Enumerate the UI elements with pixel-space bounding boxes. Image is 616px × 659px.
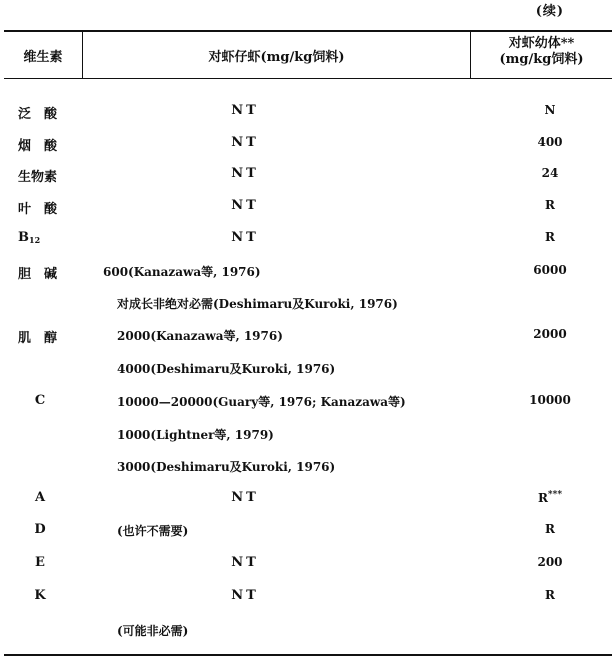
vitamin-name: 叶 酸 bbox=[18, 202, 58, 217]
table-row bbox=[0, 295, 616, 315]
larva-value: R bbox=[545, 522, 555, 536]
table-bottom-rule bbox=[4, 654, 612, 656]
vitamin-name bbox=[18, 230, 80, 245]
shrimp-value: NT bbox=[231, 555, 259, 570]
larva-value: 24 bbox=[541, 166, 559, 180]
shrimp-value: 1000(Lightner等, 1979) bbox=[117, 428, 274, 442]
shrimp-value: NT bbox=[231, 588, 259, 603]
header-shrimp-larva bbox=[471, 36, 612, 68]
continued-label: (续) bbox=[535, 4, 564, 19]
shrimp-value: (也许不需要) bbox=[117, 524, 189, 538]
shrimp-value: 600(Kanazawa等, 1976) bbox=[103, 265, 261, 279]
header-bottom-rule bbox=[4, 78, 612, 79]
larva-value bbox=[520, 490, 580, 505]
larva-value: 400 bbox=[537, 135, 563, 149]
shrimp-value: NT bbox=[231, 490, 259, 505]
larva-value: N bbox=[544, 103, 556, 117]
footnote-marker: *** bbox=[547, 490, 563, 500]
table-top-rule bbox=[4, 30, 612, 32]
table-row bbox=[0, 490, 616, 510]
table-row bbox=[0, 327, 616, 347]
header-shrimp-juvenile: 对虾仔虾(mg/kg饲料) bbox=[208, 50, 345, 65]
header-larva-line2: (mg/kg饲料) bbox=[499, 52, 584, 67]
larva-value-main: R bbox=[537, 491, 548, 505]
larva-value: 6000 bbox=[533, 263, 567, 277]
larva-value: R bbox=[545, 198, 555, 212]
vitamin-name: K bbox=[34, 588, 46, 603]
table-row bbox=[0, 198, 616, 218]
vitamin-name-subscript: 12 bbox=[29, 235, 41, 245]
larva-value: 2000 bbox=[533, 327, 567, 341]
vitamin-name: 肌 醇 bbox=[18, 331, 58, 346]
larva-value: R bbox=[545, 588, 555, 602]
header-larva-line1: 对虾幼体** bbox=[508, 36, 575, 51]
table-row bbox=[0, 166, 616, 186]
table-row bbox=[0, 522, 616, 542]
table-row bbox=[0, 588, 616, 608]
shrimp-value: 对成长非绝对必需(Deshimaru及Kuroki, 1976) bbox=[117, 297, 398, 311]
vitamin-name: D bbox=[34, 522, 46, 537]
table-row bbox=[0, 622, 616, 642]
table-row bbox=[0, 555, 616, 575]
larva-value: 200 bbox=[537, 555, 563, 569]
shrimp-value: NT bbox=[231, 103, 259, 118]
table-row bbox=[0, 360, 616, 380]
shrimp-value: 3000(Deshimaru及Kuroki, 1976) bbox=[117, 460, 336, 474]
vitamin-name: 泛 酸 bbox=[18, 107, 58, 122]
shrimp-value: NT bbox=[231, 135, 259, 150]
vitamin-name: 烟 酸 bbox=[18, 139, 58, 154]
larva-value: R bbox=[545, 230, 555, 244]
shrimp-value: 2000(Kanazawa等, 1976) bbox=[117, 329, 283, 343]
vitamin-name: 胆 碱 bbox=[18, 267, 58, 282]
table-row bbox=[0, 135, 616, 155]
table-row bbox=[0, 393, 616, 413]
shrimp-value: 10000—20000(Guary等, 1976; Kanazawa等) bbox=[117, 395, 406, 409]
shrimp-value: NT bbox=[231, 198, 259, 213]
header-vitamin: 维生素 bbox=[23, 50, 63, 65]
shrimp-value: NT bbox=[231, 166, 259, 181]
table-row bbox=[0, 103, 616, 123]
table-row bbox=[0, 230, 616, 250]
larva-value: 10000 bbox=[529, 393, 571, 407]
table-row bbox=[0, 426, 616, 446]
table-row bbox=[0, 458, 616, 478]
shrimp-value: NT bbox=[231, 230, 259, 245]
vitamin-name-main: B bbox=[18, 230, 29, 245]
vitamin-name: E bbox=[35, 555, 45, 570]
shrimp-value: 4000(Deshimaru及Kuroki, 1976) bbox=[117, 362, 336, 376]
vitamin-name: A bbox=[34, 490, 46, 505]
shrimp-value: (可能非必需) bbox=[117, 624, 189, 638]
vitamin-name: C bbox=[34, 393, 46, 408]
vitamin-name: 生物素 bbox=[18, 170, 58, 185]
table-row bbox=[0, 263, 616, 283]
